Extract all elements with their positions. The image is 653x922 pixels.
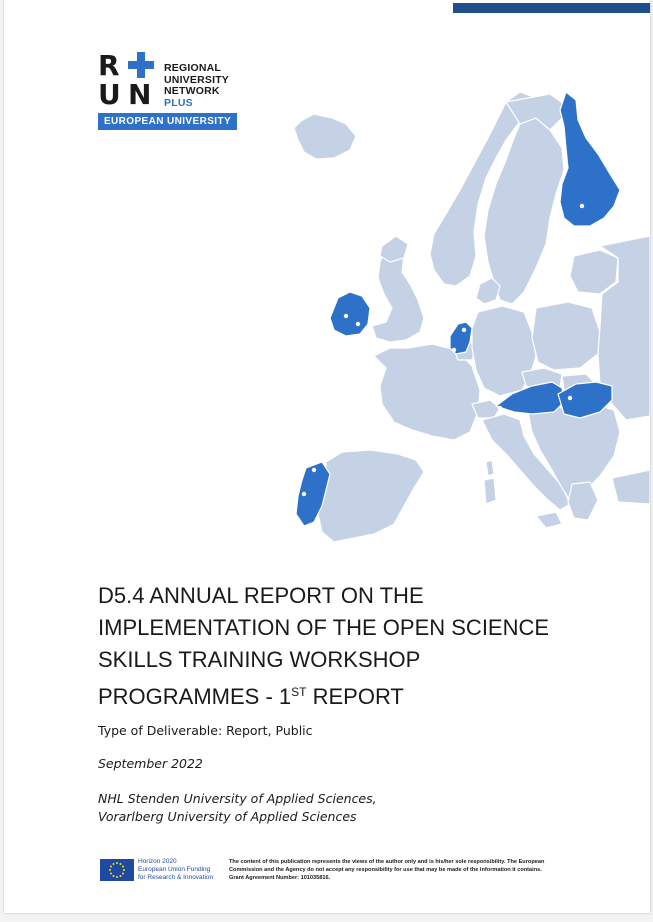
report-title	[98, 580, 568, 713]
university-marker-icon	[568, 396, 572, 400]
title-line: SKILLS TRAINING WORKSHOP	[98, 647, 421, 672]
disclaimer	[229, 859, 569, 882]
institution-line: NHL Stenden University of Applied Sciences,	[98, 791, 377, 806]
funding-text	[138, 858, 213, 882]
logo-letter-r: R	[98, 49, 120, 82]
top-accent-bar	[453, 3, 650, 13]
switzerland-icon	[472, 400, 500, 418]
sardinia-icon	[484, 478, 496, 504]
ireland-icon	[330, 292, 370, 336]
report-date: September 2022	[98, 756, 203, 771]
university-marker-icon	[356, 322, 360, 326]
corsica-icon	[486, 460, 494, 476]
run-logo	[98, 49, 238, 132]
logo-letter-u: U	[98, 78, 121, 111]
title-line-text: PROGRAMMES - 1	[98, 684, 292, 709]
logo-plus-text: PLUS	[164, 96, 193, 109]
university-marker-icon	[580, 204, 584, 208]
denmark-icon	[476, 278, 500, 304]
european-university-banner: EUROPEAN UNIVERSITY	[98, 113, 237, 130]
logo-name-line: REGIONAL	[164, 62, 222, 74]
university-marker-icon	[302, 492, 306, 496]
greece-icon	[568, 482, 598, 520]
title-line	[98, 676, 568, 713]
funding-line: Horizon 2020	[138, 858, 177, 865]
title-line-text: REPORT	[306, 684, 404, 709]
logo-name	[164, 63, 229, 109]
institution-line: Vorarlberg University of Applied Sciences	[98, 809, 357, 824]
title-line: D5.4 ANNUAL REPORT ON THE	[98, 583, 424, 608]
iberia-icon	[318, 450, 424, 542]
logo-name-line: NETWORK	[164, 85, 220, 97]
university-marker-icon	[452, 348, 456, 352]
logo-name-line: UNIVERSITY	[164, 73, 230, 86]
iceland-icon	[294, 114, 356, 159]
university-marker-icon	[498, 406, 502, 410]
turkey-icon	[612, 470, 650, 504]
institutions	[98, 790, 377, 826]
logo-letter-n: N	[128, 78, 152, 111]
university-marker-icon	[462, 328, 466, 332]
poland-icon	[532, 302, 600, 370]
scotland-icon	[380, 236, 408, 262]
disclaimer-line: Commission and the Agency do not accept any responsibility for use that may be made of the information it contains.	[229, 866, 542, 873]
disclaimer-line: Grant Agreement Number: 101035816.	[229, 874, 331, 881]
funding-footer	[98, 855, 568, 885]
europe-map	[274, 86, 650, 546]
university-marker-icon	[344, 314, 348, 318]
eu-flag-icon	[100, 859, 134, 881]
university-marker-icon	[312, 468, 316, 472]
document-page	[4, 0, 650, 913]
sicily-icon	[536, 512, 562, 528]
funding-line: for Research & Innovation	[138, 874, 214, 881]
funding-line: European Union Funding	[138, 866, 211, 873]
title-line: IMPLEMENTATION OF THE OPEN SCIENCE	[98, 615, 550, 640]
deliverable-type: Type of Deliverable: Report, Public	[98, 723, 313, 738]
disclaimer-line: The content of this publication represents the views of the author only and is his/her sole responsibility. The European	[229, 859, 545, 865]
logo-plus-icon	[128, 52, 154, 78]
finland-icon	[560, 92, 620, 226]
title-superscript: ST	[291, 685, 307, 699]
